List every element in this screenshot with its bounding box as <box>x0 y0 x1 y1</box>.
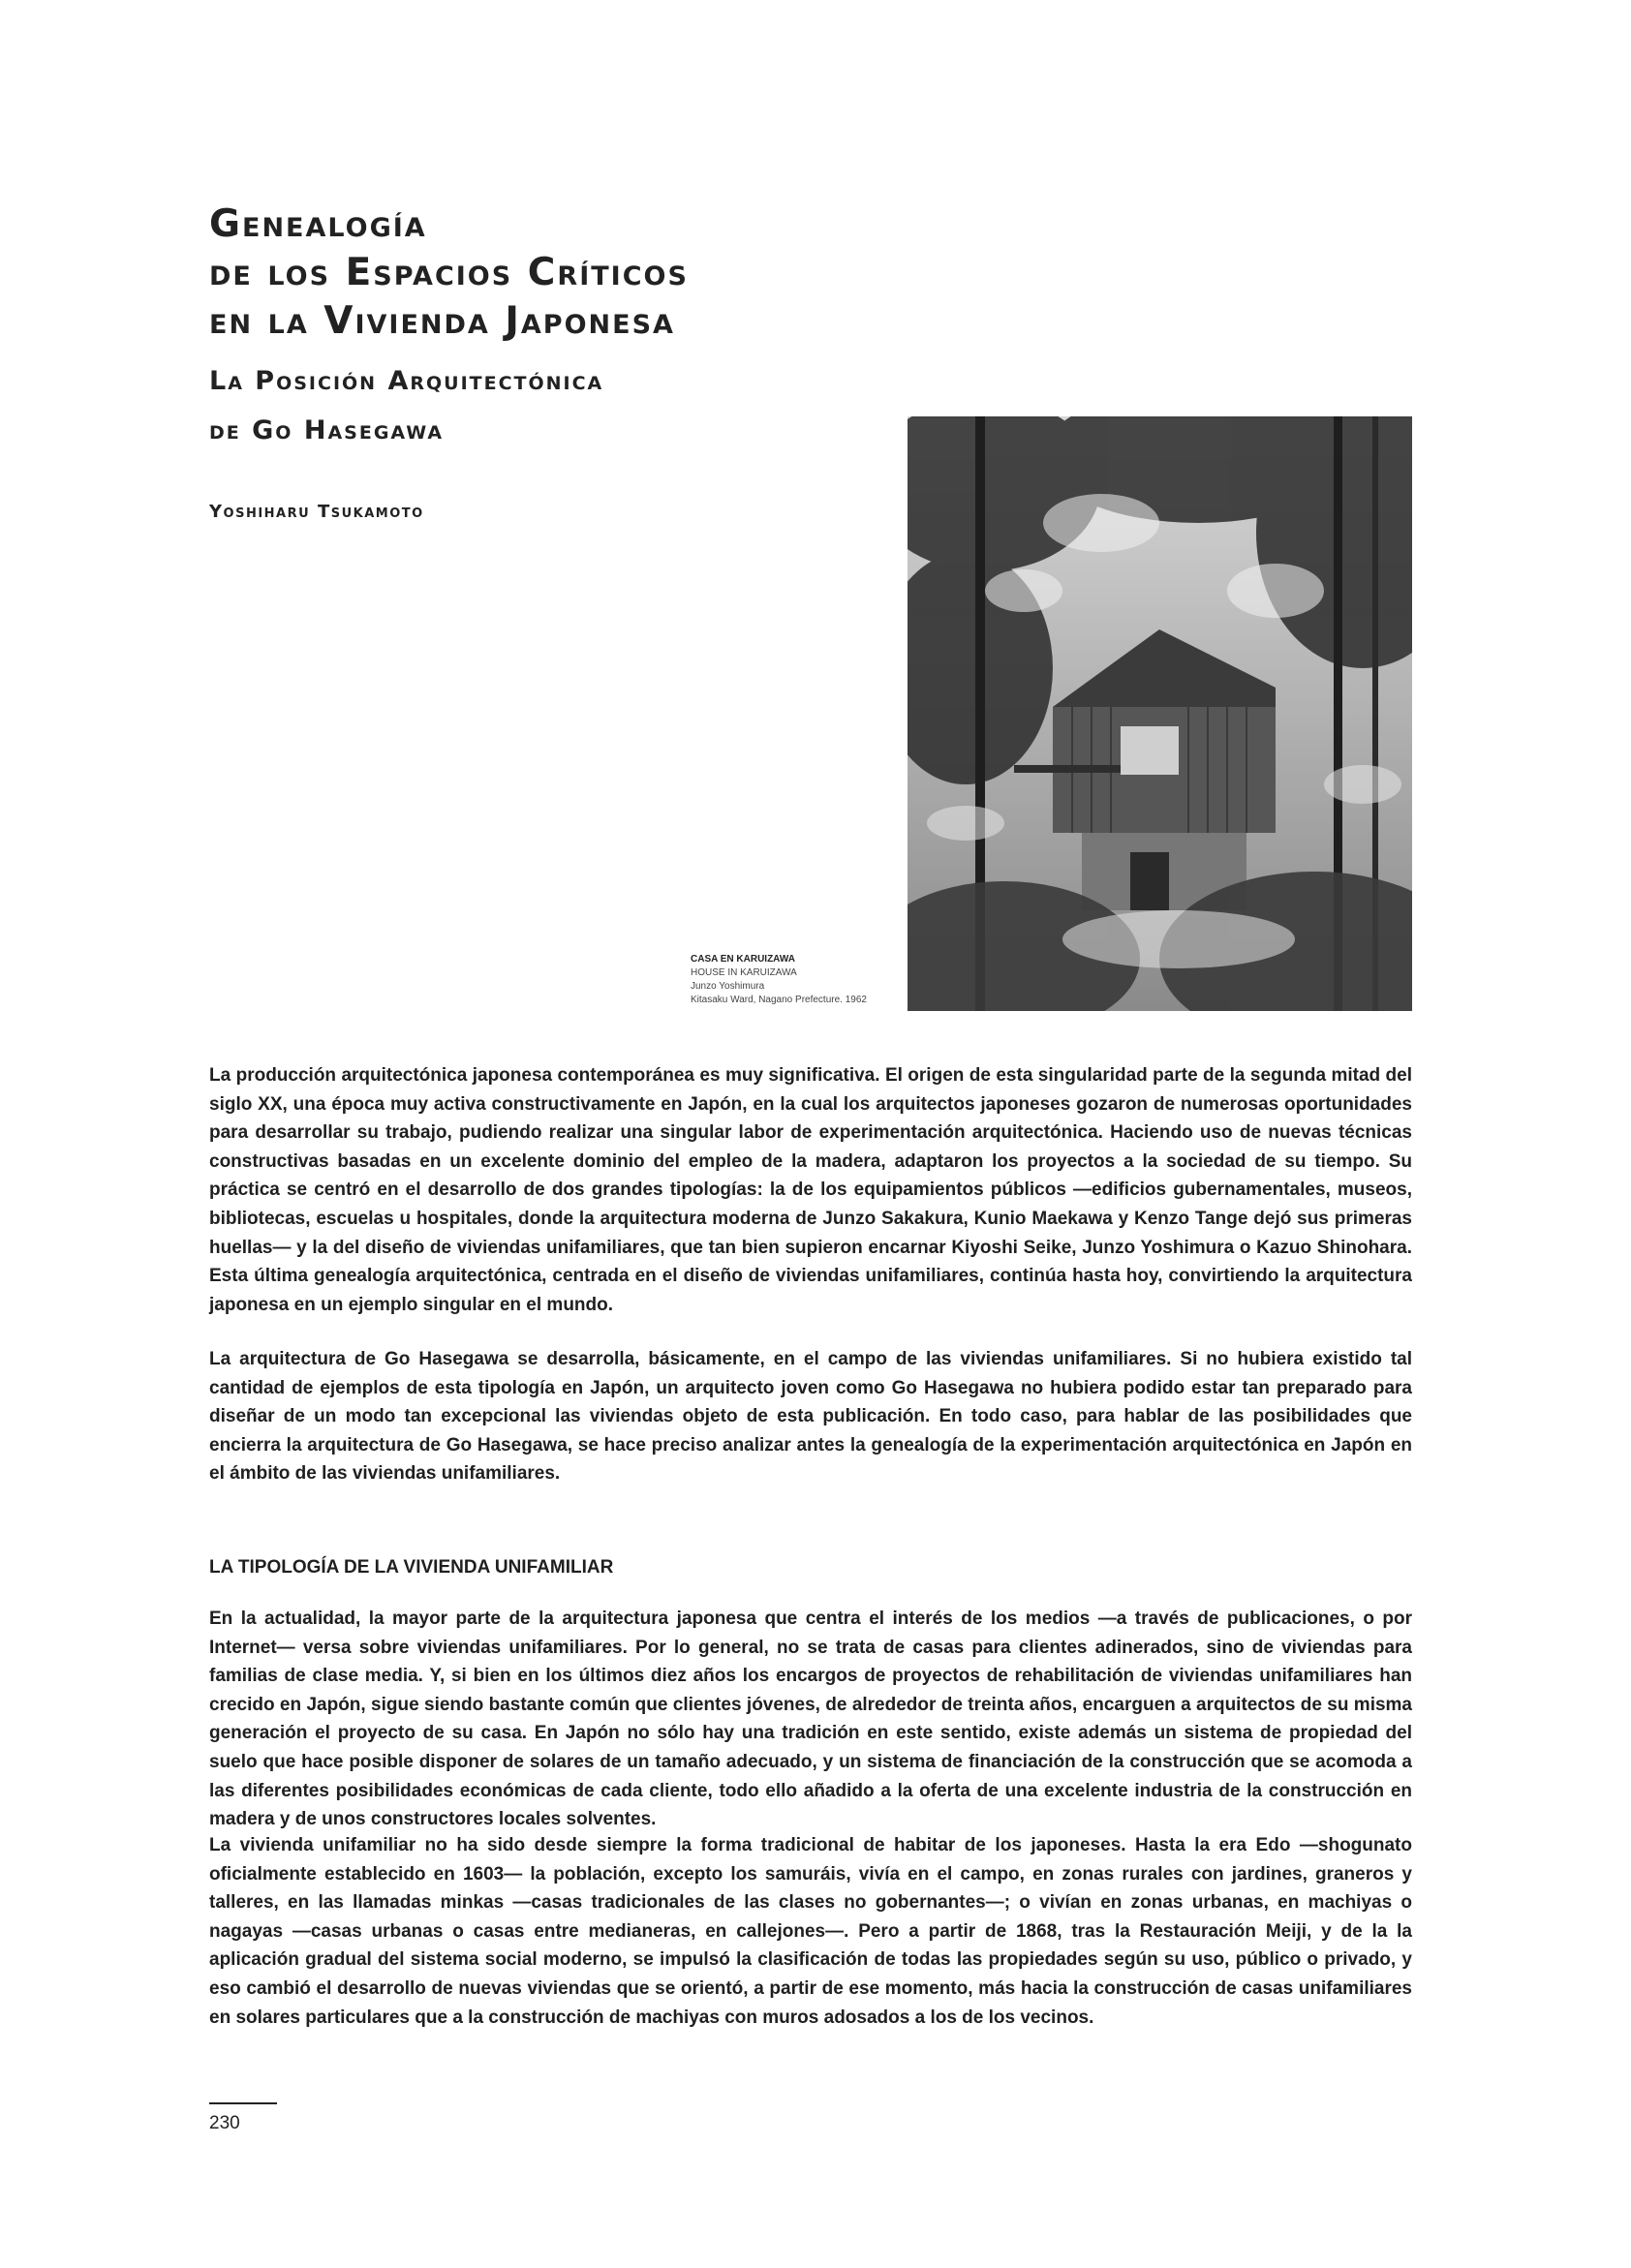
title-line-1: Genealogía <box>209 202 427 246</box>
subtitle-line-1: La Posición Arquitectónica <box>209 366 604 396</box>
paragraph-1: La producción arquitectónica japonesa contemporánea es muy significativa. El origen de esta singularidad parte de la segunda mitad del siglo XX, una época muy activa constructivamente en Japón, en la cual los arquitectos japoneses gozaron de numerosas oportunidades para desarrollar su trabajo, pudiendo realizar una singular labor de experimentación arquitectónica. Haciendo uso de nuevas técnicas constructivas basadas en un excelente dominio del empleo de la madera, adaptaron los proyectos a la sociedad de su tiempo. Su práctica se centró en el desarrollo de dos grandes tipologías: la de los equipamientos públicos —edificios gubernamentales, museos, bibliotecas, escuelas u hospitales, donde la arquitectura moderna de Junzo Sakakura, Kunio Maekawa y Kenzo Tange dejó sus primeras huellas— y la del diseño de viviendas unifamiliares, que tan bien supieron encarnar Kiyoshi Seike, Junzo Yoshimura o Kazuo Shinohara. Esta última genealogía arquitectónica, centrada en el diseño de viviendas unifamiliares, continúa hasta hoy, convirtiendo la arquitectura japonesa en un ejemplo singular en el mundo. <box>209 1065 1412 1315</box>
section-paragraph-2: La vivienda unifamiliar no ha sido desde siempre la forma tradicional de habitar de los japoneses. Hasta la era Edo —shogunato oficialmente establecido en 1603— la población, excepto los samuráis, vivía en el campo, en zonas rurales con jardines, graneros y talleres, en las llamadas minkas —casas tradicionales de las clases no gobernantes—; o vivían en zonas urbanas, en machiyas o nagayas —casas urbanas o casas entre medianeras, en callejones—. Pero a partir de 1868, tras la Restauración Meiji, y de la la aplicación gradual del sistema social moderno, se impulsó la clasificación de todas las propiedades según su uso, público o privado, y eso cambió el desarrollo de nuevas viviendas que se orientó, a partir de ese momento, más hacia la construcción de casas unifamiliares en solares particulares que a la construcción de machiyas con muros adosados a los de los vecinos. <box>209 1835 1412 2028</box>
section-paragraph-1: En la actualidad, la mayor parte de la arquitectura japonesa que centra el interés de los medios —a través de publicaciones, o por Internet— versa sobre viviendas unifamiliares. Por lo general, no se trata de casas para clientes adinerados, sino de viviendas para familias de clase media. Y, si bien en los últimos diez años los encargos de proyectos de rehabilitación de viviendas unifamiliares han crecido en Japón, sigue siendo bastante común que clientes jóvenes, de alrededor de treinta años, encarguen a arquitectos de su misma generación el proyecto de su casa. En Japón no sólo hay una tradición en este sentido, existe además un sistema de propiedad del suelo que hace posible disponer de solares de un tamaño adecuado, y un sistema de financiación de la construcción que se acomoda a las diferentes posibilidades económicas de cada cliente, todo ello añadido a la oferta de una excelente industria de la construcción en madera y de unos constructores locales solventes. <box>209 1609 1412 1830</box>
article-title-block <box>209 202 945 445</box>
house-photo <box>908 416 1412 1011</box>
house-in-forest-image <box>908 416 1412 1011</box>
page-number: 230 <box>209 2113 240 2133</box>
title-line-3: en la Vivienda Japonesa <box>209 299 675 343</box>
caption-title-es: CASA EN KARUIZAWA <box>691 954 795 965</box>
caption-location: Kitasaku Ward, Nagano Prefecture. 1962 <box>691 995 867 1005</box>
paragraph-2: La arquitectura de Go Hasegawa se desarrolla, básicamente, en el campo de las viviendas unifamiliares. Si no hubiera existido tal cantidad de ejemplos de esta tipología en Japón, un arquitecto joven como Go Hasegawa no hubiera podido estar tan preparado para diseñar de un modo tan excepcional las viviendas objeto de esta publicación. En todo caso, para hablar de las posibilidades que encierra la arquitectura de Go Hasegawa, se hace preciso analizar antes la genealogía de la experimentación arquitectónica en Japón en el ámbito de las viviendas unifamiliares. <box>209 1349 1412 1485</box>
figure-caption <box>691 953 867 1007</box>
caption-architect: Junzo Yoshimura <box>691 981 765 992</box>
caption-title-en: HOUSE IN KARUIZAWA <box>691 967 797 978</box>
author-name: Yoshiharu Tsukamoto <box>209 502 424 522</box>
subtitle-line-2: de Go Hasegawa <box>209 415 445 445</box>
title-line-2: de los Espacios Críticos <box>209 251 689 294</box>
section-heading: LA TIPOLOGÍA DE LA VIVIENDA UNIFAMILIAR <box>209 1557 614 1578</box>
page-number-rule <box>209 2102 277 2104</box>
